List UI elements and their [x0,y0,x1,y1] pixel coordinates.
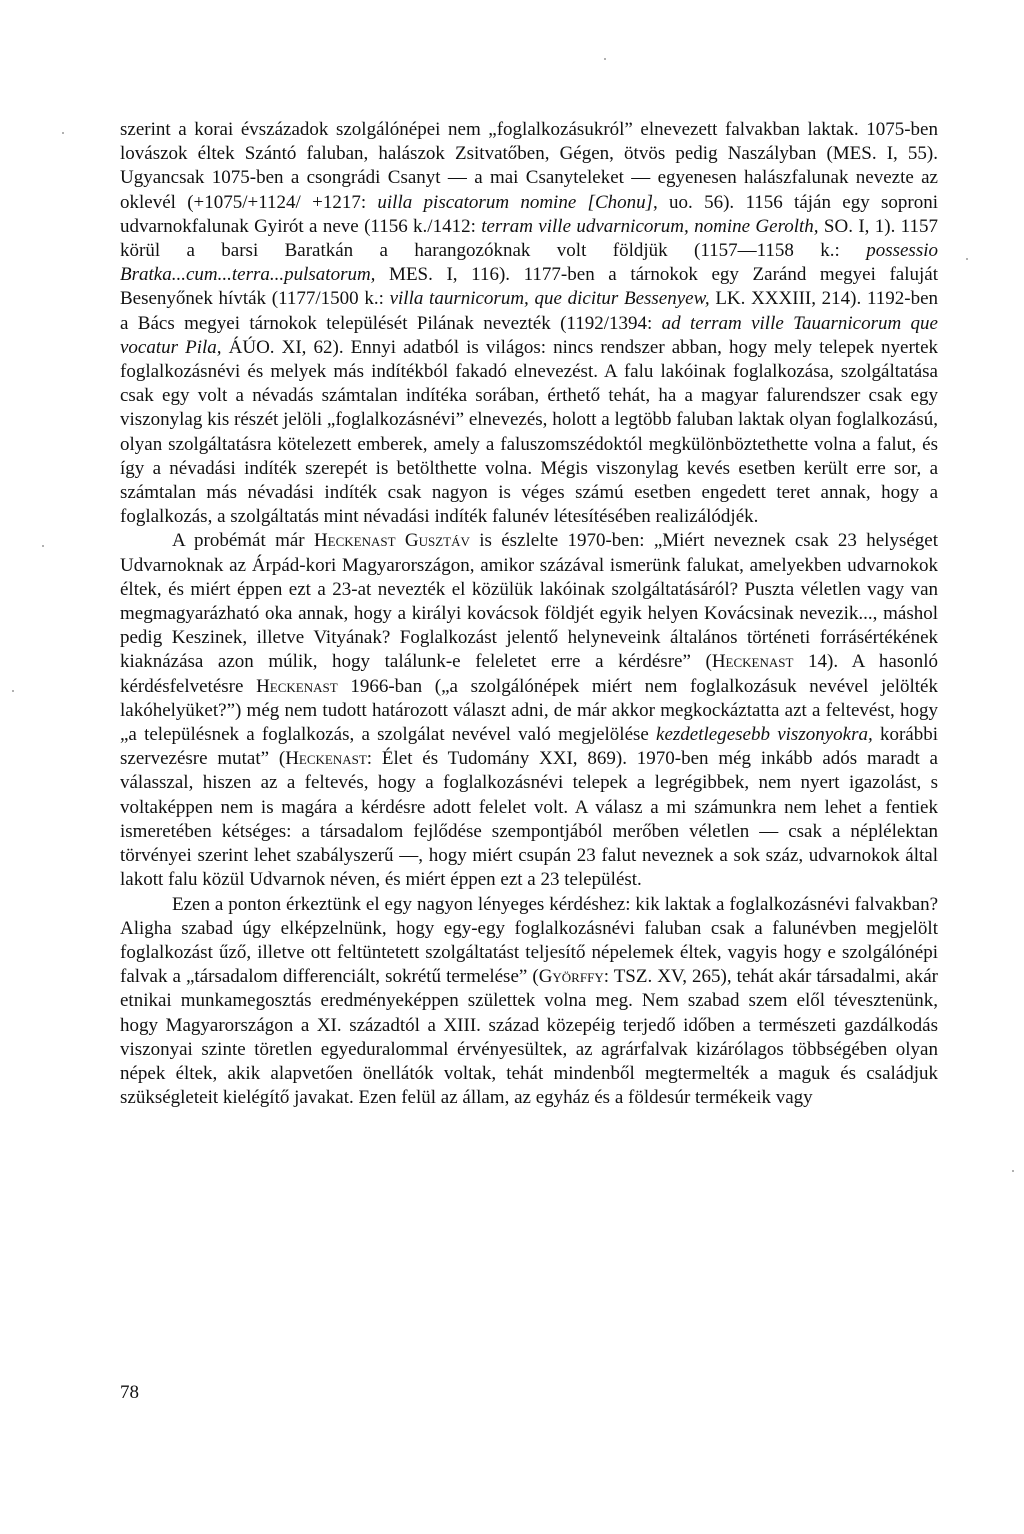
author-name: Györffy [538,966,604,988]
scan-speck [42,545,44,547]
text-run: Ezen a ponton érkeztünk el egy nagyon lényeges kérdéshez: kik laktak a foglalkozásnévi falvakban? Aligha szabad úgy elképzelnünk, hogy egy-egy foglalkozásnévi faluban csak a falunévben megjelölt foglalkozást űző, illetve ott feltüntetett szolgáltatást teljesítő népelemek éltek, vagyis hogy e szolgálónépi falvak a „társadalom differenciált, sokrétű termelése” ( [120,893,938,988]
text-run: szerint a korai évszázadok szolgálónépei nem „foglalkozásukról” elnevezett falvakban laktak. 1075-ben lovászok éltek Szántó faluban, halászok Zsitvatőben, Gégen, ötvös pedig Naszályban (MES. I, 55). Ugyancsak 1075-ben a csongrádi Csanyt — a mai Csanyteleket — egyenesen halászfalunak nevezte az oklevél (+1075/+1124/ +1217: [120,119,938,213]
italic-run: ad terram ville Tauarnicorum que vocatur Pila, [120,312,938,358]
scan-speck [966,258,968,260]
text-run: ÁÚO. XI, 62). Ennyi adatból is világos: nincs rendszer abban, hogy mely telepek nyertek foglalkozásnévi és melyek más indítékból fakadó elnevezést. A falu lakóinak foglalkozása, szolgáltatása csak egy volt a névadás számtalan indítéka sorában, érthető tehát, ha a magyar falurendszer csak egy viszonylag kis részét jelöli „foglalkozásnévi” elnevezés, holott a legtöbb faluban laktak olyan foglalkozású, olyan szolgáltatásra kötelezett emberek, amely a faluszomszédoktól megkülönböztethette volna a falut, és így a névadási indíték szerepét is betölthette volna. Mégis viszonylag kevés esetben került erre sor, a számtalan más névadási indíték csak nagyon is véges számú esetben engedett teret annak, hogy a foglalkozás, a szolgáltatás mint névadási indíték falunév létesítésében realizálódjék. [120,336,939,528]
text-run: SO. I, 1). 1157 körül a barsi Baratkán a harangozóknak volt földjük (1157—1158 k.: [120,215,938,262]
author-name: Heckenast [256,675,338,697]
italic-run: kezdetlegesebb viszonyokra, [656,724,873,746]
italic-run: uilla piscatorum nomine [Chonu] [377,191,654,213]
text-run: 14). A hasonló kérdésfelvetésre [120,651,938,697]
author-name: Heckenast [285,748,367,770]
page-number: 78 [120,1382,139,1403]
text-run: LK. XXXIII, 214). 1192-ben a Bács megyei tárnokok települését Pilának nevezték (1192/1394: [120,288,939,334]
body-text [120,118,938,1110]
scan-speck [12,690,14,692]
author-name: Heckenast [711,651,794,673]
text-run: is észlelte 1970-ben: „Miért neveznek csak 23 helységet Udvarnoknak az Árpád-kori Magyarországon, amikor százával ismerünk falukat, amelyekben udvarnokok éltek, és miért éppen ezt a 23-at nevezték el közülük lakóinak szolgáltatásáról? Puszta véletlen vagy van megmagyarázható oka annak, hogy a királyi kovácsok földjét egyik helyen Kovácsinak nevezik..., máshol pedig Keszinek, illetve Vityának? Foglalkozást jelentő helyneveink általános történeti forrásértékének kiaknázása azon múlik, hogy találunk-e feleletet erre a kérdésre” ( [120,530,939,673]
text-run: korábbi szervezésre mutat” ( [120,724,938,770]
paragraph-3 [120,893,938,1111]
text-run: A probémát már [172,530,314,552]
text-run: : TSZ. XV, 265), tehát akár társadalmi, akár etnikai munkamegosztás eredményeképpen születtek volna meg. Nem szabad szem elől tévesztenünk, hogy Magyarországon a XI. századtól a XIII. század közepéig terjedő időben a természeti gazdálkodás viszonyai szinte töretlen egyeduralommal érvényesültek, az agrárfalvak kizárólagos többségében olyan népek éltek, akik alapvetően önellátók voltak, tehát mindenből megtermelték a maguk és családjuk szükségleteit kielégítő javakat. Ezen felül az állam, az egyház és a földesúr termékeik vagy [120,966,939,1109]
scan-speck [62,132,64,134]
paragraph-1 [120,118,938,529]
italic-run: villa taurnicorum, que dicitur Bessenyew, [389,288,710,310]
text-run: MES. I, 116). 1177-ben a tárnokok egy Zaránd megyei faluját Besenyőnek hívták (1177/1500 k.: [120,264,938,310]
text-run: 1966-ban („a szolgálónépek miért nem foglalkozásuk nevével jelölték lakóhelyüket?”) még nem tudott határozott választ adni, de már akkor megkockáztatta azt a feltevést, hogy „a településnek a foglalkozás, a szolgálat nevével való megjelölése [120,675,938,746]
text-run: : Élet és Tudomány XXI, 869). 1970-ben még inkább adós maradt a válasszal, hiszen az a feltevés, hogy a foglalkozásnévi telepek a legrégibbek, nem nyert igazolást, s voltaképpen nem is magára a kérdésre adott felelet volt. A válasz a mi számunkra nem lehet a fentiek ismeretében kétséges: a társadalom fejlődése szempontjából merőben véletlen — csak a néplélektan törvényei szerint lehet szabályszerű —, hogy miért csupán 23 falut neveznek a sok száz, udvarnokok által lakott falu közül Udvarnok néven, és miért éppen ezt a 23 települést. [120,748,938,891]
scan-speck [1012,1170,1014,1172]
paragraph-2 [120,529,938,892]
text-run: , uo. 56). 1156 táján egy soproni udvarnokfalunak Gyirót a neve (1156 k./1412: [120,191,938,237]
italic-run: terram ville udvarnicorum, nomine Gerolth, [481,215,819,237]
scan-speck [604,58,606,60]
italic-run: possessio Bratka...cum...terra...pulsatorum, [120,240,938,286]
author-name: Heckenast Gusztáv [313,530,470,552]
